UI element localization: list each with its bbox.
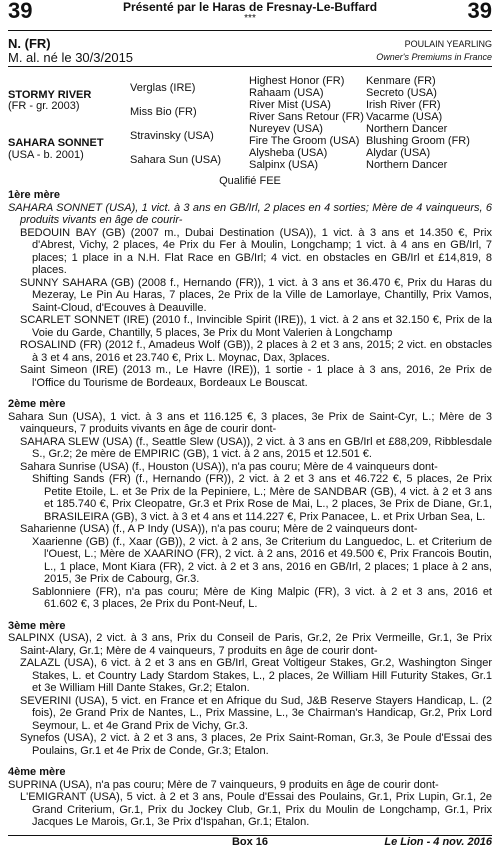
page-header [0,0,500,30]
paragraph: SAHARA SONNET (USA), 1 vict. à 3 ans en GB/Irl, 2 places en 4 sorties; Mère de 4 vainqueurs, 6 produits vivants en âge de courir- [8,201,492,226]
gg-1: Rahaam (USA) [249,87,324,99]
premium-scheme: Owner's Premiums in France [376,52,492,62]
paragraph: SUNNY SAHARA (GB) (2008 f., Hernando (FR)), 1 vict. à 3 ans et 36.470 €, Prix du Haras du Mezeray, Le Pin Au Haras, 7 places, 2e Prix de la Ville de Lamorlaye, Chantilly, Prix Vamos, Saint-Cloud, d'Ecouves à Deauville. [20,276,492,314]
sale-info: Le Lion - 4 nov. 2016 [384,836,492,848]
section-second-dam: 2ème mère [8,398,66,410]
sire: STORMY RIVER [8,89,92,101]
horse-name: N. (FR) [8,36,51,51]
gg-3: River Sans Retour (FR) [249,111,364,123]
gg-2: River Mist (USA) [249,99,331,111]
stars: *** [244,13,256,24]
lot-number-right: 39 [467,0,492,23]
ggg-6: Alydar (USA) [366,147,431,159]
section-third-dam: 3ème mère [8,619,66,632]
produce-record [8,187,492,829]
dam-info: (USA - b. 2001) [8,149,84,161]
paragraph: ZALAZL (USA), 6 vict. à 2 et 3 ans en GB/Irl, Great Voltigeur Stakes, Gr.2, Washington Singer Stakes, L. et Country Lady Stardom Stakes, L., 2 places, 2e William Hill Futurity Stakes, Gr.1 et 3e William Hill Dante Stakes, Gr.2; Etalon. [20,657,492,694]
ggg-4: Northern Dancer [366,123,448,135]
presenter-line: Présenté par le Haras de Fresnay-Le-Buffard [122,0,378,14]
ggg-2: Irish River (FR) [366,99,441,111]
paragraph: SUPRINA (USA), n'a pas couru; Mère de 7 vainqueurs, 9 produits en âge de courir dont- [8,778,439,791]
granddam-1: Miss Bio (FR) [130,106,197,118]
dam: SAHARA SONNET [8,137,104,149]
header-rule [8,30,492,31]
section-first-dam: 1ère mère [8,189,60,201]
paragraph: ROSALIND (FR) (2012 f., Amadeus Wolf (GB)), 2 places à 2 et 3 ans, 2015; 2 vict. en obstacles à 3 et 4 ans, 2016 et 23.740 €, Prix L. Moynac, Dax, 3places. [20,339,492,364]
sire-info: (FR - gr. 2003) [8,100,80,112]
paragraph: Sablonniere (FR), n'a pas couru; Mère de King Malpic (FR), 3 vict. à 2 et 3 ans, 2016 et 61.602 €, 3 places, 2e Prix du Pont-Neuf, L. [32,585,492,610]
paragraph: BEDOUIN BAY (GB) (2007 m., Dubai Destination (USA)), 1 vict. à 3 ans et 14.350 €, Prix d'Abrest, Vichy, 2 places, 4e Prix du Fer à Moulin, Longchamp; 1 vict. à 4 ans en GB/Irl, 7 places; 1 place in a N.H. Flat Race en GB/Irl; 4 vict. en obstacles en GB/Irl et £14,819, 8 places. [20,226,492,276]
lot-number-left: 39 [8,0,33,23]
granddam-2: Sahara Sun (USA) [130,154,222,166]
qualified-label: Qualifié FEE [219,175,281,187]
paragraph: Synefos (USA), 2 vict. à 2 et 3 ans, 3 places, 2e Prix Saint-Roman, Gr.3, 3e Poule d'Essai des Poulains, Gr.1 et 4e Prix de Conde, Gr.3; Etalon. [20,732,492,757]
page-footer [8,836,492,850]
ggg-5: Blushing Groom (FR) [366,135,470,147]
paragraph: SEVERINI (USA), 5 vict. en France et en Afrique du Sud, J&B Reserve Stayers Handicap, L. (2 fois), 2e Grand Prix de Nantes, L., Prix Massine, L., 3e Chairman's Handicap, Gr.2, Prix Lord Seymour, L. et 4e Grand Prix de Vichy, Gr.3. [20,694,492,732]
paragraph: L'EMIGRANT (USA), 5 vict. à 2 et 3 ans, Poule d'Essai des Poulains, Gr.1, Prix Lupin, Gr.1, 2e Grand Criterium, Gr.1, Prix du Jockey Club, Gr.1, Prix du Moulin de Longchamp, Gr.1, Prix Jacques Le Marois, Gr.1, 3e Prix d'Ispahan, Gr.1; Etalon. [20,791,492,828]
grandsire-2: Stravinsky (USA) [130,130,214,142]
pedigree-table [8,76,492,186]
paragraph: Xaarienne (GB) (f., Xaar (GB)), 2 vict. à 2 ans, 3e Criterium du Languedoc, L. et Criterium de l'Ouest, L.; Mère de XAARINO (FR), 2 vict. à 2 ans, 2016 et 49.500 €, Prix Francois Boutin, L., 1 place, Mont Kiara (FR), 2 vict. à 2 et 3 ans, 2016 en GB/Irl, 2 places; 1 place à 2 ans, 2015, 3e Prix de Cabourg, Gr.3. [32,535,492,585]
gg-7: Salpinx (USA) [249,159,319,171]
paragraph: SALPINX (USA), 2 vict. à 3 ans, Prix du Conseil de Paris, Gr.2, 2e Prix Vermeille, Gr.1, 3e Prix Saint-Alary, Gr.1; Mère de 4 vainqueurs, 7 produits en âge de courir dont- [8,632,492,657]
gg-6: Alysheba (USA) [249,147,328,159]
ggg-0: Kenmare (FR) [366,75,436,87]
category: POULAIN YEARLING [404,39,492,49]
title-rule [8,66,492,67]
ggg-7: Northern Dancer [366,159,448,171]
paragraph: Saint Simeon (IRE) (2013 m., Le Havre (IRE)), 1 sortie - 1 place à 3 ans, 2016, 2e Prix de l'Office du Tourisme de Bordeaux, Bordeaux Le Bouscat. [20,364,492,389]
box-number: Box 16 [231,836,269,848]
ggg-1: Secreto (USA) [366,87,437,99]
grandsire-1: Verglas (IRE) [130,82,196,94]
paragraph: Shifting Sands (FR) (f., Hernando (FR)), 2 vict. à 2 et 3 ans et 46.722 €, 5 places, 2e Prix Petite Etoile, L. et 3e Prix de la Pepiniere, L.; Mère de SANDBAR (GB), 4 vict. à 2 et 3 ans et 185.740 €, Prix Cleopatre, Gr.3 et Prix Rose de Mai, L., 2 places, 3e Prix de Diane, Gr.1, BRASILEIRA (GB), 3 vict. à 3 et 4 ans et 114.227 €, Prix Panacee, L. et Prix Urban Sea, L. [32,473,492,523]
gg-4: Nureyev (USA) [249,123,323,135]
section-fourth-dam: 4ème mère [8,766,66,778]
horse-birth: M. al. né le 30/3/2015 [8,50,134,65]
paragraph: Sahara Sun (USA), 1 vict. à 3 ans et 116.125 €, 3 places, 3e Prix de Saint-Cyr, L.; Mère de 3 vainqueurs, 7 produits vivants en âge de courir dont- [8,410,492,435]
gg-5: Fire The Groom (USA) [249,135,360,147]
paragraph: Saharienne (USA) (f., A P Indy (USA)), n'a pas couru; Mère de 2 vainqueurs dont- [20,523,418,535]
ggg-3: Vacarme (USA) [366,111,443,123]
paragraph: Sahara Sunrise (USA) (f., Houston (USA)), n'a pas couru; Mère de 4 vainqueurs dont- [20,460,438,473]
paragraph: SCARLET SONNET (IRE) (2010 f., Invincible Spirit (IRE)), 1 vict. à 2 ans et 32.150 €, Prix de la Voie du Garde, Chantilly, 5 places, 3e Prix du Mont Valerien à Longchamp [20,314,492,339]
gg-0: Highest Honor (FR) [249,75,345,87]
paragraph: SAHARA SLEW (USA) (f., Seattle Slew (USA)), 2 vict. à 3 ans en GB/Irl et £88,209, Ribblesdale S., Gr.2; 2e mère de EMPIRIC (GB), 1 vict. à 2 ans, 2015 et 12.501 €. [20,435,492,460]
